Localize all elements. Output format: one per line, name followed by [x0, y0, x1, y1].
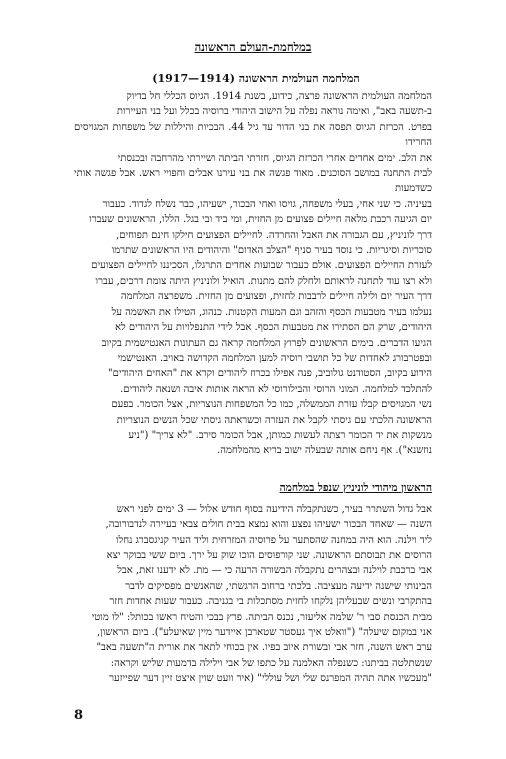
text-line: מבית הכנסת סבי ר' שלמה אליעזר, נכנס הביתה. פרץ בבכי והטיח ראשו בכותל: "לו מוטי — [91, 611, 432, 623]
text-line: ליד וילנה. הוא היה במחנה שהסתער על פרוסיה המזרחית וליד העיר קניגסברג נחלו — [116, 534, 432, 546]
text-line: הגיעו הדברים. בימים הראשונים לפרוץ המלחמה קראה גם העתונות האנטישמית בקיוב — [101, 337, 432, 349]
text-line: שנשתלטה בביתנו: כשנפלה האלמנה על כתפו של אבי וילילה בדמעות שליש וקראה: — [110, 657, 432, 669]
text-line: בעיניה. כי שני אחי, בעלי משפחה, גויסו ואחי הבכור, ישעיהו, כבר נשלח לגדוד. כעבור — [102, 198, 432, 210]
text-line: אבי ברכבת לוילנה ובצהרים נתקבלה הבשורה הרעה כי — מת. לא ידענו זאת, אבל — [117, 565, 432, 577]
text-line: לבית התחנה במושב הסוכנים. מאוד פגשה את בני עירנו אבלים וחפויי ראש. אבל פגשה אותי כשדמעות — [74, 168, 432, 195]
text-line: אבל גדול השתרר בעיר, כשנתקבלה הידיעה בסוף חודש אלול — 3 ימים לפני ראש — [116, 503, 432, 515]
section-heading-wwi — [74, 72, 432, 86]
text-line: הידוע בקיוב, הסטודנט גולוביב, פנה אפילו בכרוז ליהודים וקרא את "האחים היהודים" — [108, 368, 432, 380]
page-number: 8 — [74, 708, 84, 723]
text-line: נשי המגויסים קבלו עזרת הממשלה, כמו כל המשפחות הנוצריות, אצל הכומר. בפעם — [111, 399, 432, 411]
text-line: נעלמו בעיר מטבעות הכסף והזהב וגם המעות הקטנות. כנהוג, הטילו את האשמה על — [111, 306, 432, 318]
text-line: להתלכד למלחמה. המוני הרוסי והבילורוסי לא הראה אותות איבה ושנאה ליהודים. — [120, 383, 432, 395]
paragraph-first-fallen — [74, 502, 432, 687]
page-content — [74, 40, 432, 687]
text-line: "מעכשיו אתה תהיה המפרנס שלי ושל עוללי" (איר וועט שוין איצט זיין דער שפייזער — [109, 673, 432, 685]
text-line: בפרט. הכרזת הגיוס תפסה את בני הדור עד גיל 44. הבכיות והיללות של משפחות המגויסים החרידו — [74, 121, 432, 149]
text-line: סוכריות וסיגריות. כי נוסד בעיר סניף "הצלב האדום" והיהודים היו הראשונים שתרמו — [111, 245, 432, 257]
text-line: יום הגיעה רכבת מלאה חיילים פצועים מן החזית, ומי ביד ובי בגל. הללו, הראשונים שעברו — [89, 214, 432, 226]
text-line: ב-תשעה באב", ואימה נוראה נפלה על הישוב היהודי ברוסיה בכלל ועל בני העיירות — [116, 106, 432, 118]
paragraph-war-outbreak — [74, 89, 432, 459]
text-line: ובפטרבורג לאחדות של כל תושבי רוסיה למען המלחמה הקדושה באויב. האנטישמי — [117, 352, 432, 364]
text-line: דרך לוניניץ, עם הגבורה את האבל והחרדה. לחיילים הפצועים חילקו חינם תפוחים, — [116, 229, 432, 241]
text-line: דרך העיר יום ולילה חיילים לרבבות לחזית, ופצועים מן החזית. משפרצה המלחמה — [120, 291, 432, 303]
section-heading-years: (1917—1914) — [152, 72, 235, 85]
text-line: הראשונה הלכתי עם גיסתי לקבל את העזרה וכשראתה גיסתי שכל הנשים הנוצריות — [116, 414, 432, 426]
text-line: לעזרת החיילים הפצועים. אולם כעבור שבועות אחדים התרגלו, הסכיננו לחיילים הפצועים — [91, 260, 432, 272]
text-line: נוזשנא"). אף ניחם אותה שבעלה ישוב בריא מהמלחמה. — [217, 445, 432, 457]
text-line: בהתקרבי ונשים שבעליהן נלקחו לחזית מסתכלות בי בגניבה. כעבור שעות אחדות חזר — [109, 596, 432, 608]
section-heading-text: המלחמה העולמית הראשונה — [238, 72, 360, 85]
text-line: מנשקות את יד הכומר רצתה לעשות כמותן, אבל הכומר סירב. "לא צריך" ("ניע — [128, 429, 432, 441]
text-line: היהודים, שרק הם הסתירו את מטבעות הכסף. אבל לידי התנפלויות על היהודים לא — [115, 322, 432, 334]
text-line: את הלב. ימים אחדים אחרי הכרזת הגיוס, חזרתי הביתה ושיירתי מהרחבה ובכנסתי — [117, 152, 432, 164]
text-line: השנה — שאחד הבכור ישעיהו נפצע והוא נמצא בבית חולים צבאי בעיירה לנדבורובה, — [105, 519, 432, 531]
text-line: אני במקום שיעלה" ("וואלט איך געסטר שטארבן איידער מיין שאיעלע"). ביום הראשון, — [97, 627, 432, 638]
text-line: הרוסים את תבוסתם הראשונה. שני קורפוסים הוכו שוק על ירך. ביום ששי בבוקר יצא — [106, 549, 432, 561]
section-title-first-fallen: הראשון מיהודי לוניניץ שנפל במלחמה — [279, 481, 432, 494]
text-line: ולא רצו עוד לתחנה לראותם ולחלק להם מתנות. הואיל ולוניניץ היתה צומת דרכים, עברו — [95, 275, 432, 287]
chapter-title: במלחמת-העולם הראשונה — [194, 40, 312, 54]
text-line: הבינותי שישנה ידיעה מעציבה. בלכתי ברחוב הרגשתי, שהאנשים מפסיקים לדבר — [125, 580, 432, 592]
text-line: ערב ראש השנה, חזר אבי ובשורת איוב בפיו. אין בכוחי לתאר את אורית ה"תשעה באב" — [96, 642, 432, 654]
text-line: המלחמה העולמית הראשונה פרצה, כידוע, בשנת 1914. הגיוס הכללי חל בדיוק — [126, 91, 432, 102]
